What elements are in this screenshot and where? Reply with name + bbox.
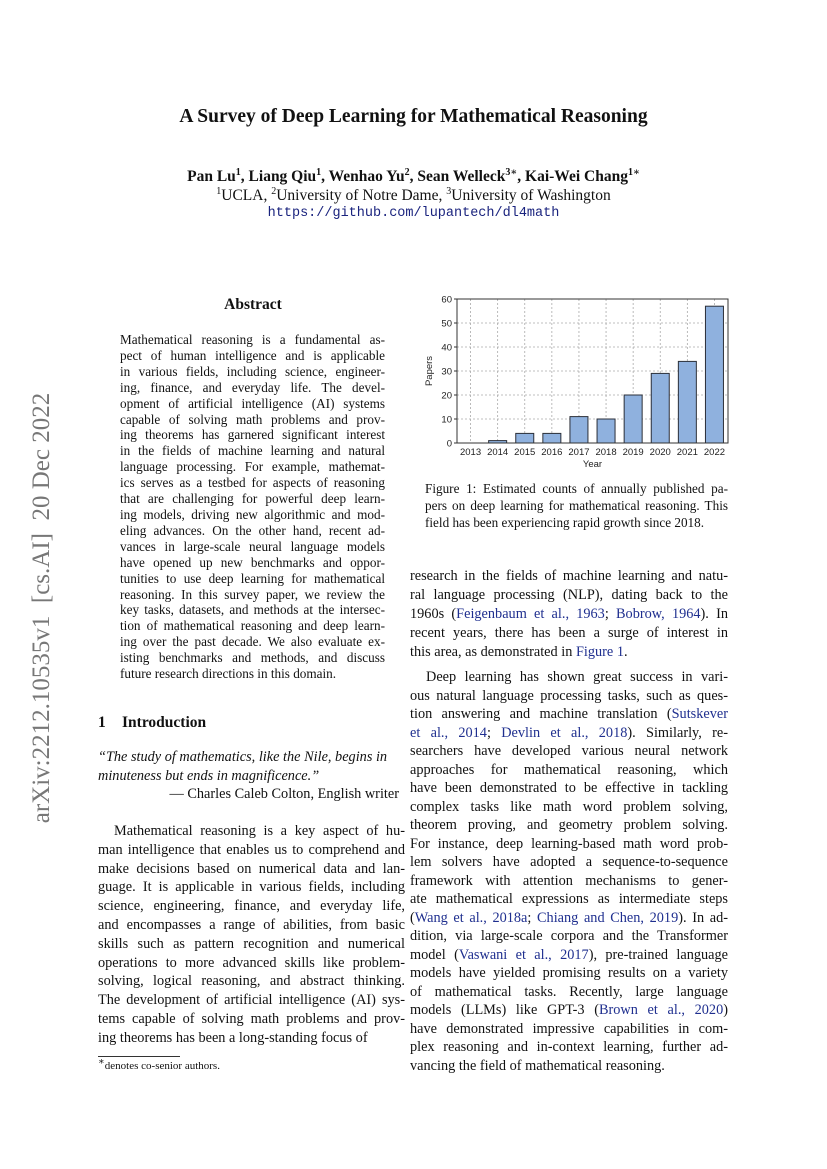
text: dition, via large-scale corpora and the Transformer [410,928,728,944]
github-link[interactable]: https://github.com/lupantech/dl4math [267,206,560,221]
bar-2018 [597,419,615,443]
text-line [410,890,728,909]
citation-link[interactable]: Bobrow, 1964 [616,606,701,622]
text: ) [723,1002,728,1018]
text-line: in the fields of machine learning and natural [120,443,385,459]
text: models (LLMs) like GPT-3 ( [410,1002,599,1018]
x-tick-label: 2014 [487,447,509,458]
author-affiliation-mark: 1∗ [627,166,640,178]
separator: , [240,168,249,185]
text-line: opment of artificial intelligence (AI) systems [120,395,385,411]
text-line [410,643,728,662]
section-number: 1 [98,714,106,731]
text-line [410,668,728,687]
papers-per-year-bar-chart [415,290,735,470]
citation-link[interactable]: Vaswani et al., 2017 [458,946,589,963]
text-line: operations to more advanced skills like problem- [98,954,405,971]
text: model ( [410,946,459,963]
text-line: in various fields, including science, engineer- [120,363,385,379]
text-line: vances in large-scale neural language models [120,538,385,554]
text-line [410,798,728,817]
text-line [410,964,728,983]
bar-2019 [624,395,642,443]
text-line: language processing. For example, mathemat- [120,459,385,475]
text-line: ing over the past decade. We also evaluate ex- [120,634,385,650]
text: ), pre-trained language [588,946,729,963]
text: Deep learning has shown great success in vari- [426,669,728,685]
text: research in the fields of machine learning and natu- [410,568,728,584]
figure-caption [425,480,728,532]
text: recent years, there has been a surge of interest in [410,625,728,641]
y-tick-label: 40 [441,342,452,354]
citation-link[interactable]: Brown et al., 2020 [598,1002,724,1018]
separator: , [438,187,447,204]
text: 1960s ( [410,606,457,622]
citation-link[interactable]: Feigenbaum et al., 1963 [456,606,605,622]
text: plex reasoning and in-context learning, further ad- [410,1039,728,1055]
right-paragraph-1 [410,567,728,662]
section-heading-introduction [98,714,206,732]
separator: , [517,168,526,185]
text-line [410,705,728,724]
text-line [410,909,728,928]
author-name: Sean Welleck [417,168,506,185]
text: ; [527,909,538,926]
text-line: guage. It is applicable in various fields, including [98,879,405,896]
author-affiliation-mark: 1 [235,166,241,178]
text-line: man intelligence that enables us to comprehend and [98,841,405,858]
text-line [410,624,728,643]
x-tick-label: 2013 [459,447,482,458]
arxiv-stamp: arXiv:2212.10535v1 [cs.AI] 20 Dec 2022 [28,392,55,824]
text-line [410,724,728,743]
x-tick-label: 2018 [595,447,617,458]
text: ate mathematical expressions as intermediate steps [410,891,728,907]
footnote-text: denotes co-senior authors. [104,1060,220,1072]
citation-link[interactable]: Sutskever [671,706,728,722]
text-line [410,567,728,586]
text-line [410,742,728,761]
x-tick-label: 2022 [703,447,726,458]
text-line: Mathematical reasoning is a key aspect of hu- [114,823,405,839]
text: ( [410,909,415,926]
x-tick-label: 2015 [514,447,536,458]
citation-link[interactable]: Figure 1 [575,644,625,660]
text: have demonstrated impressive capabilities in com- [410,1020,728,1037]
text-line: and encompasses a range of abilities, from basic [98,916,405,933]
text-line [410,1038,728,1057]
x-axis-label: Year [582,459,603,470]
text-line: capable of solving math problems and prov- [120,411,385,427]
author-affiliation-mark: 3∗ [505,166,518,178]
y-tick-label: 0 [446,438,452,450]
text: vancing the field of mathematical reasoning. [410,1057,665,1074]
author-affiliation-mark: 1 [316,166,322,178]
text: ; [486,724,502,741]
text-line: reasoning. In this survey paper, we review the [120,586,385,602]
text-line: future research directions in this domain. [120,666,337,682]
text-line: ics serves as a testbed for aspects of reasoning [120,475,385,491]
text-line [410,1057,728,1076]
text: ; [604,606,617,622]
section-title: Introduction [122,714,207,731]
footnote-mark: ∗ [98,1056,105,1068]
text: of mathematical tasks. Recently, large language [410,983,728,1000]
bar-2015 [516,433,534,443]
text-line: solving, logical reasoning, and abstract thinking. [98,973,405,990]
separator: , [321,168,329,185]
author-name: Liang Qiu [248,168,317,185]
text: complex tasks like math word problem solving, [410,798,728,815]
affiliation-name: UCLA [221,187,264,204]
text: ral language processing (NLP), dating back to the [410,587,728,603]
text: theorem proving, and geometry problem solving. [410,817,728,833]
text: have been demonstrated to be effective in tackling [410,780,728,796]
text-line: tems capable of solving math problems and prov- [98,1010,405,1027]
intro-paragraph [98,822,405,1048]
epigraph [98,748,405,804]
text-line: skills such as pattern recognition and numerical [98,935,405,952]
text-line: Mathematical reasoning is a fundamental as- [120,332,385,347]
footnote-rule [98,1056,180,1057]
text-line [410,946,728,965]
y-tick-label: 10 [441,414,452,426]
author-name: Kai-Wei Chang [525,168,628,185]
y-tick-label: 20 [441,390,452,402]
text-line: tunities to use deep learning for mathematical [120,570,385,586]
citation-link[interactable]: Devlin et al., 2018 [501,724,628,741]
citation-link[interactable]: et al., 2014 [410,724,487,741]
citation-link[interactable]: Chiang and Chen, 2019 [537,909,679,926]
footnote [98,1056,220,1072]
text: lem solvers have adopted a sequence-to-sequence [410,854,728,870]
bar-2021 [678,361,696,443]
separator: , [263,187,272,204]
text: models have yielded promising results on a variety [410,965,728,981]
right-paragraph-2 [410,668,728,1075]
quote-line: minuteness but ends in magnificence.” [98,767,320,784]
text-line [410,983,728,1002]
bar-2022 [705,306,723,443]
text-line [410,835,728,854]
quote-attribution: — Charles Caleb Colton, English writer [169,786,399,803]
text-line: field has been experiencing rapid growth since 2018. [425,515,705,531]
text-line: pect of human intelligence and is applicable [120,347,385,363]
text-line [410,761,728,780]
author-name: Pan Lu [187,168,236,185]
author-list [0,168,827,186]
y-axis-label: Papers [424,355,435,387]
x-tick-label: 2019 [622,447,644,458]
text: ). Similarly, re- [627,724,729,741]
text-line [410,779,728,798]
affiliations [0,187,827,205]
text-line: ing theorems has been a long-standing focus of [98,1029,368,1046]
text: For instance, deep learning-based math word prob- [410,835,728,852]
text: . [624,644,628,660]
text-line: ing models, driving new algorithmic and mod- [120,506,385,522]
text-line: tion of mathematical reasoning and deep learn- [120,618,385,634]
text-line: ing, finance, and everyday life. The devel- [120,379,385,395]
text-line: Figure 1: Estimated counts of annually published pa- [425,481,728,496]
text-line [410,605,728,624]
abstract-heading: Abstract [224,296,282,313]
text: framework with attention mechanisms to gener- [410,872,728,889]
x-tick-label: 2017 [568,447,590,458]
text-line [410,1001,728,1020]
separator: , [409,168,418,185]
text-line: make decisions based on numerical data and lan- [98,860,405,877]
bar-2017 [570,417,588,443]
author-affiliation-mark: 2 [404,166,410,178]
text: tion answering and machine translation ( [410,706,672,722]
x-tick-label: 2021 [676,447,698,458]
bar-2016 [543,433,561,443]
y-tick-label: 30 [441,366,452,378]
text-line: have opened up new benchmarks and oppor- [120,554,385,570]
text-line [410,687,728,706]
affiliation-name: University of Notre Dame [276,187,439,204]
text-line [410,853,728,872]
paper-title: A Survey of Deep Learning for Mathematical Reasoning [179,106,648,127]
quote-line: “The study of mathematics, like the Nile, begins in [98,749,388,765]
text-line: key tasks, datasets, and methods at the intersec- [120,602,385,618]
text: ous natural language processing tasks, such as ques- [410,687,728,704]
text-line: isting benchmarks and methods, and discuss [120,650,385,666]
affiliation-mark: 1 [216,185,222,197]
affiliation-mark: 3 [446,185,452,197]
abstract-text [120,332,385,682]
text: approaches for mathematical reasoning, which [410,761,728,778]
text: searchers have developed various neural network [410,743,728,759]
y-tick-label: 60 [441,294,452,306]
text: ). In ad- [678,909,728,926]
text-line: that are challenging for powerful deep learn- [120,491,385,507]
citation-link[interactable]: Wang et al., 2018a [414,909,528,926]
text-line: ing theorems has garnered significant interest [120,427,385,443]
text-line: pers on deep learning for mathematical reasoning. This [425,498,728,514]
x-tick-label: 2020 [649,447,671,458]
x-tick-label: 2016 [541,447,563,458]
y-tick-label: 50 [441,318,452,330]
text: ). In [700,606,729,622]
text-line [410,586,728,605]
text-line [410,1020,728,1039]
text-line [410,872,728,891]
text-line: The development of artificial intelligence (AI) sys- [98,992,405,1009]
text-line: eling advances. On the other hand, recent ad- [120,522,385,538]
text-line: science, engineering, finance, and everyday life, [98,898,405,915]
text-line [410,927,728,946]
affiliation-mark: 2 [271,185,277,197]
author-name: Wenhao Yu [328,168,405,185]
text: this area, as demonstrated in [410,644,576,660]
text-line [410,816,728,835]
affiliation-name: University of Washington [451,187,611,204]
bar-2020 [651,373,669,443]
